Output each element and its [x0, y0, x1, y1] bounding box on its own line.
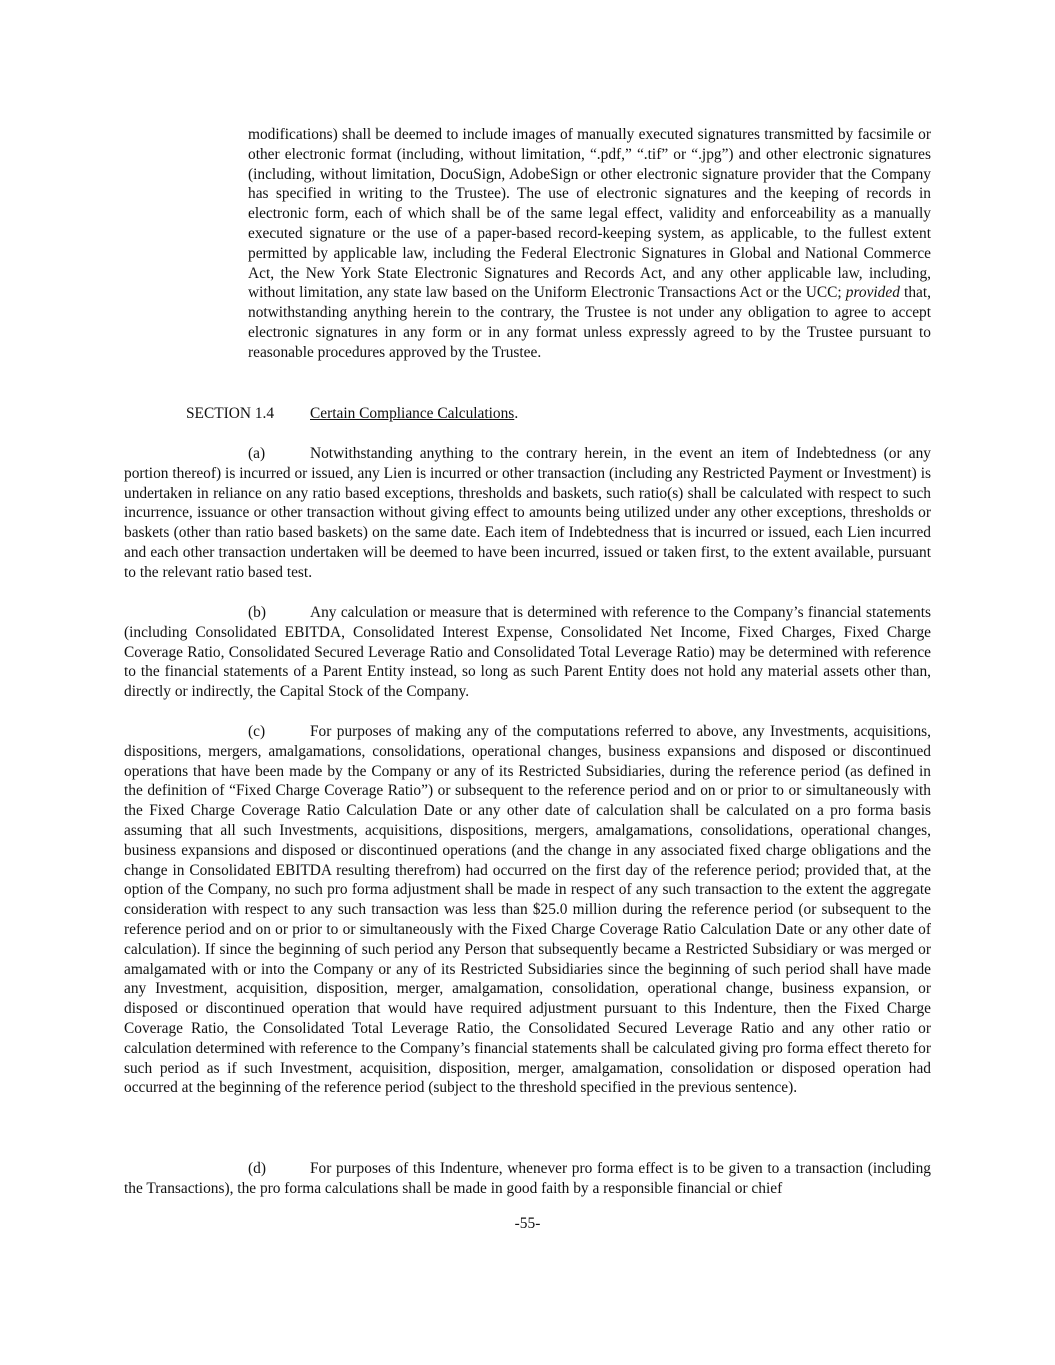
- paragraph-text: Notwithstanding anything to the contrary herein, in the event an item of Indebtedness (or any portion thereof) is incurred or issued, any Lien is incurred or other transaction (including any Restricted Payment or Investment) is undertaken in reliance on any ratio based exceptions, thresholds and baskets, such ratio(s) shall be calculated with respect to such incurrence, issuance or other transaction without giving effect to amounts being utilized under any other exceptions, thresholds or baskets (other than ratio based baskets) on the same date. Each item of Indebtedness that is incurred or issued, each Lien incurred and each other transaction undertaken will be deemed to have been incurred, issued or taken first, to the extent available, pursuant to the relevant ratio based test.: [124, 445, 931, 581]
- continuation-paragraph: [248, 125, 931, 363]
- section-title-period: .: [514, 405, 519, 422]
- paragraph-text: For purposes of this Indenture, whenever pro forma effect is to be given to a transaction (including the Transactions), the pro forma calculations shall be made in good faith by a responsible financial or chief: [124, 1160, 931, 1197]
- paragraph-d: [124, 1159, 931, 1199]
- continuation-text-2: that, notwithstanding anything herein to the contrary, the Trustee is not under any obligation to agree to accept electronic signatures in any form or in any format unless expressly agreed to by the Trustee pursuant to reasonable procedures approved by the Trustee.: [248, 284, 931, 361]
- page-number: -55-: [514, 1215, 541, 1232]
- paragraph-c: [124, 722, 931, 1098]
- section-title: Certain Compliance Calculations: [310, 405, 515, 422]
- paragraph-label: (d): [248, 1160, 266, 1177]
- paragraph-text: For purposes of making any of the computations referred to above, any Investments, acquisitions, dispositions, mergers, amalgamations, consolidations, operational changes, business expansions and disposed or discontinued operations that have been made by the Company or any of its Restricted Subsidiaries, during the reference period (as defined in the definition of “Fixed Charge Coverage Ratio”) or subsequent to the reference period and on or prior to or simultaneously with the Fixed Charge Coverage Ratio Calculation Date or any other date of calculation shall be calculated on a pro forma basis assuming that all such Investments, acquisitions, dispositions, mergers, amalgamations, consolidations, operational changes, business expansions and disposed or discontinued operations (and the change in any associated fixed charge obligations and the change in Consolidated EBITDA resulting therefrom) had occurred on the first day of the reference period; provided that, at the option of the Company, no such pro forma adjustment shall be made in respect of any such transaction to the extent the aggregate consideration with respect to any such transaction was less than $25.0 million during the reference period (or subsequent to the reference period and on or prior to or simultaneously with the Fixed Charge Coverage Ratio Calculation Date or any other date of calculation). If since the beginning of such period any Person that subsequently became a Restricted Subsidiary or was merged or amalgamated with or into the Company or any of its Restricted Subsidiaries since the beginning of such period shall have made any Investment, acquisition, disposition, merger, amalgamation, consolidation, operational change, business expansion, or disposed or discontinued operation that would have required adjustment pursuant to this Indenture, then the Fixed Charge Coverage Ratio, the Consolidated Total Leverage Ratio, the Consolidated Secured Leverage Ratio and any other ratio or calculation determined with reference to the Company’s financial statements shall be calculated giving pro forma effect thereto for such period as if such Investment, acquisition, disposition, merger, amalgamation, consolidation or disposed operation had occurred at the beginning of the reference period (subject to the threshold specified in the previous sentence).: [124, 723, 931, 1097]
- paragraph-text: Any calculation or measure that is determined with reference to the Company’s financial statements (including Consolidated EBITDA, Consolidated Interest Expense, Consolidated Net Income, Fixed Charges, Fixed Charge Coverage Ratio, Consolidated Secured Leverage Ratio and Consolidated Total Leverage Ratio) may be determined with reference to the financial statements of a Parent Entity instead, so long as such Parent Entity does not hold any material assets other than, directly or indirectly, the Capital Stock of the Company.: [124, 604, 931, 701]
- continuation-text-1: modifications) shall be deemed to include images of manually executed signatures transmitted by facsimile or other electronic format (including, without limitation, “.pdf,” “.tif” or “.jpg”) and other electronic signatures (including, without limitation, DocuSign, AdobeSign or other electronic signature provider that the Company has specified in writing to the Trustee). The use of electronic signatures and the keeping of records in electronic form, each of which shall be of the same legal effect, validity and enforceability as a manually executed signature or the use of a paper-based record-keeping system, as applicable, to the fullest extent permitted by applicable law, including the Federal Electronic Signatures in Global and National Commerce Act, the New York State Electronic Signatures and Records Act, and any other applicable law, including, without limitation, any state law based on the Uniform Electronic Transactions Act or the UCC;: [248, 126, 931, 302]
- paragraph-label: (a): [248, 445, 266, 462]
- paragraph-b: [124, 603, 931, 702]
- section-number: SECTION 1.4: [186, 405, 275, 422]
- paragraph-label: (b): [248, 604, 266, 621]
- paragraph-label: (c): [248, 723, 266, 740]
- section-heading: [186, 404, 518, 424]
- paragraph-a: [124, 444, 931, 583]
- provided-italic: provided: [845, 284, 900, 302]
